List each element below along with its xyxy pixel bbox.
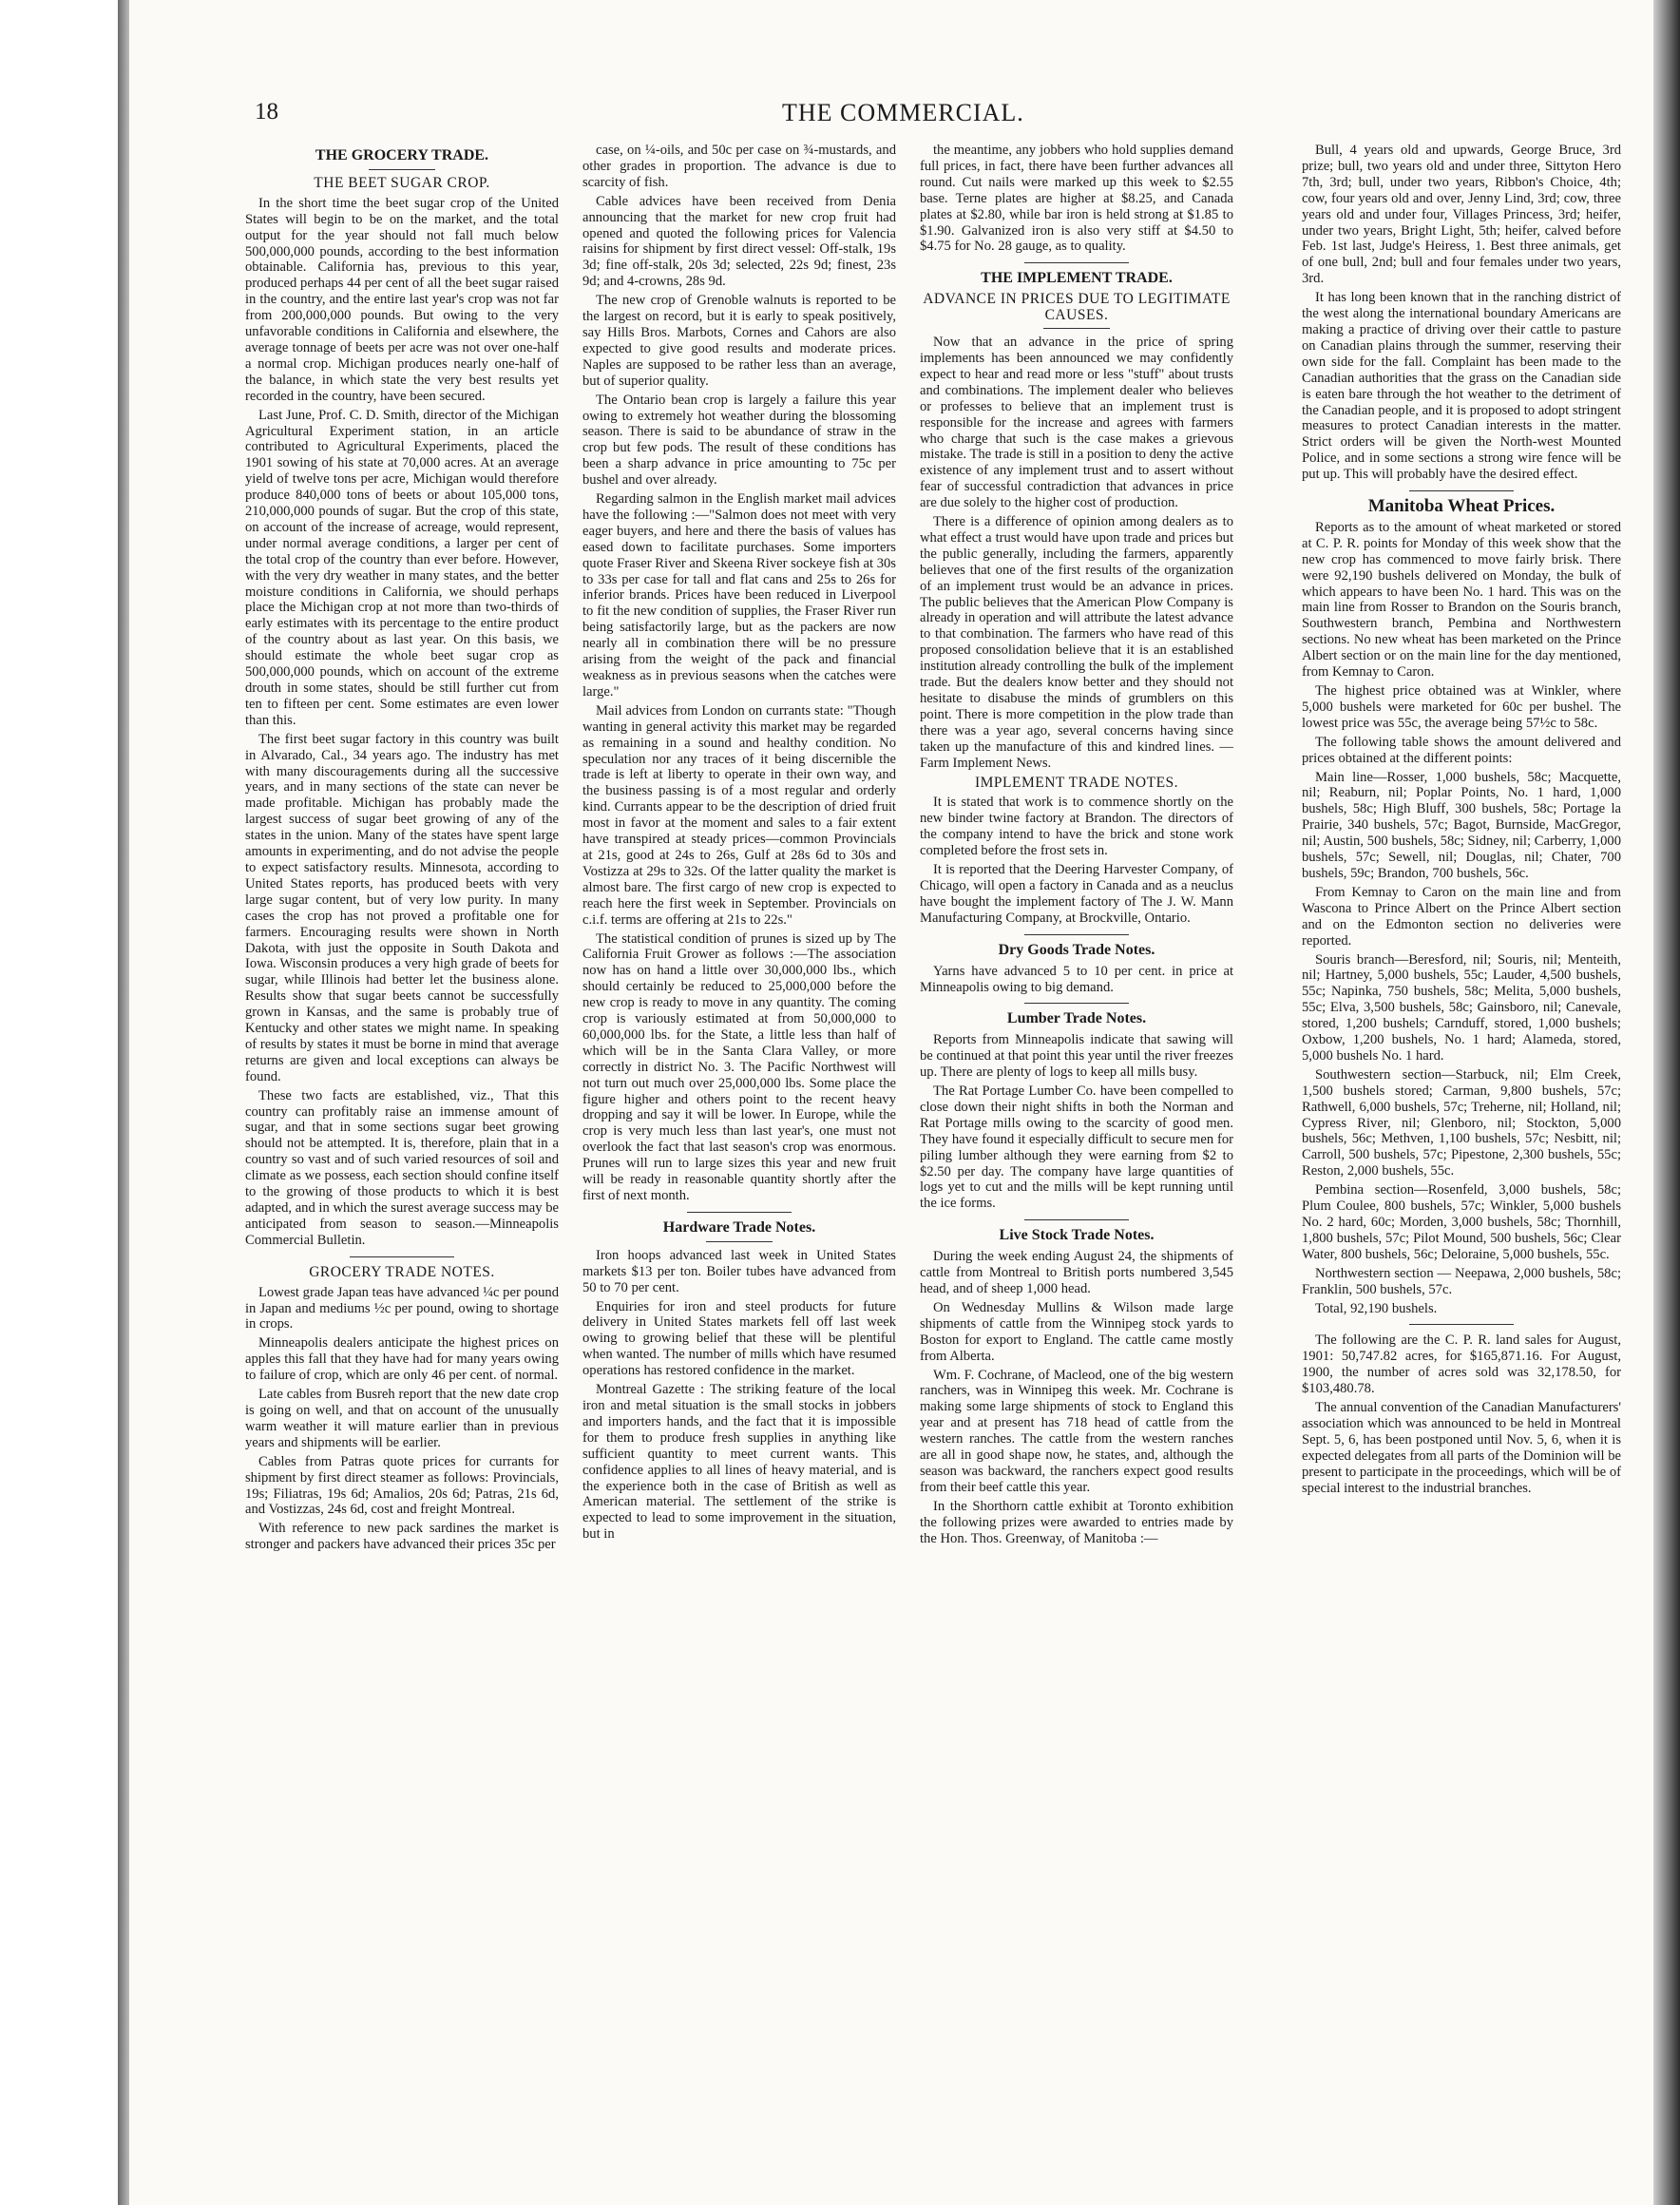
paragraph: It is reported that the Deering Harvester Company, of Chicago, will open a factory in Canada and as a neuclus have bought the implement factory of The J. W. Mann Manufacturing Company, at Brockville, Ontario. (920, 862, 1233, 926)
rule (350, 1256, 454, 1257)
hardware-notes-heading: Hardware Trade Notes. (662, 1218, 816, 1236)
column-3 (920, 143, 1233, 1550)
paragraph: These two facts are established, viz., That this country can profitably raise an immense amount of sugar, and that in some sections sugar beet growing should not be attempted. It is, therefore, plain that in a country so vast and of such varied resources of soil and climate as we possess, each section should confine itself to the growing of those products to which it is best adapted, and in which the surest average success may be anticipated from season to season.—Minneapolis Commercial Bulletin. (245, 1087, 559, 1248)
paragraph: With reference to new pack sardines the market is stronger and packers have advanced their prices 35c per (245, 1521, 559, 1553)
paragraph: case, on ¼-oils, and 50c per case on ¾-mustards, and other grades in proportion. The advance is due to scarcity of fish. (582, 143, 896, 190)
paragraph: Enquiries for iron and steel products for future delivery in United States markets fell off last week owing to growing belief that these will be plentiful when wanted. The number of mills which have resumed operations has restored confidence in the market. (582, 1298, 896, 1379)
paragraph: In the Shorthorn cattle exhibit at Toronto exhibition the following prizes were awarded to entries made by the Hon. Thos. Greenway, of Manitoba :— (920, 1498, 1233, 1546)
dry-goods-heading: Dry Goods Trade Notes. (998, 941, 1155, 958)
page-number: 18 (255, 99, 278, 125)
paragraph: The Rat Portage Lumber Co. have been compelled to close down their night shifts in both the Norman and Rat Portage mills owing to the scarcity of good men. They have found it especially difficult to secure men for piling lumber although they were earning from $2 to $2.50 per day. The company have large quantities of logs yet to cut and the mills will be kept running until the ice forms. (920, 1083, 1233, 1212)
paragraph: Northwestern section — Neepawa, 2,000 bushels, 58c; Franklin, 500 bushels, 57c. (1302, 1265, 1621, 1297)
rule (687, 1212, 792, 1213)
paragraph: It is stated that work is to commence shortly on the new binder twine factory at Brandon. The directors of the company intend to have the brick and stone work completed before the frost sets in. (920, 795, 1233, 859)
paragraph: The following table shows the amount delivered and prices obtained at the different points: (1302, 734, 1621, 766)
implement-trade-heading: THE IMPLEMENT TRADE. (981, 270, 1173, 287)
paragraph: Cables from Patras quote prices for currants for shipment by first direct steamer as follows: Provincials, 19s; Filiatras, 19s 6d; Amalios, 20s 6d; Patras, 21s 6d, and Vostizzas, 24s 6d, cost and freight Montreal. (245, 1453, 559, 1518)
column-2 (582, 143, 896, 1545)
paragraph: Now that an advance in the price of spring implements has been announced we may confidently expect to hear and read more or less "stuff" about trusts and combinations. The implement dealer who believes or professes to believe that an implement trust is responsible for the increase and agrees with farmers who charge that such is the case makes a grievous mistake. The trade is still in a position to deny the active existence of any implement trust and to assert without fear of successful contradiction that advances in price are due solely to the higher cost of production. (920, 335, 1233, 511)
paragraph: Mail advices from London on currants state: "Though wanting in general activity this market may be regarded as remaining in a sound and healthy condition. No speculation nor any traces of it being discernible the trade is left at liberty to operate in their own way, and the business passing is of a most regular and orderly kind. Currants appear to be the description of dried fruit most in favor at the moment and sales to a fair extent have transpired at steady prices—common Provincials at 21s, good at 24s to 26s, Gulf at 28s 6d to 30s and Vostizza at 29s to 32s. Of the latter quality the market is almost bare. The first cargo of new crop is expected to reach here the first week in September. Provincials on c.i.f. terms are offering at 21s to 22s." (582, 702, 896, 928)
paragraph: Montreal Gazette : The striking feature of the local iron and metal situation is the small stocks in jobbers and importers hands, and the fact that it is impossible for them to produce fresh supplies in anything like sufficient quantity to meet current wants. This confidence applies to all lines of heavy material, and is the experience both in the case of British as well as American material. The settlement of the strike is expected to lead to some improvement in the situation, but in (582, 1382, 896, 1543)
paragraph: The first beet sugar factory in this country was built in Alvarado, Cal., 34 years ago. The industry has met with many discouragements during all the successive years, and in many sections of the state can never be made profitable. Michigan has probably made the largest success of sugar beet growing of any of the states in the union. Many of the states have spent large amounts in experimenting, and do not advise the people to expect satisfactory results. Minnesota, according to United States reports, has produced beets with very large sugar content, but of very low purity. In many cases the crop has not proved a profitable one for farmers. Encouraging results were shown in North Dakota, with just the opposite in South Dakota and Iowa. Wisconsin produces a very high grade of beets for sugar, while Illinois had better let the business alone. Results show that sugar beets cannot be successfully grown in Kansas, and the same is probably true of Kentucky and other states we might name. In speaking of results by states it must be borne in mind that average returns are given and local exceptions can always be found. (245, 731, 559, 1084)
column-1 (245, 143, 559, 1556)
page-header (255, 99, 1623, 137)
paragraph: From Kemnay to Caron on the main line and from Wascona to Prince Albert on the Prince Albert section and on the Edmonton section no deliveries were reported. (1302, 884, 1621, 949)
live-stock-heading: Live Stock Trade Notes. (999, 1227, 1155, 1244)
wheat-prices-heading: Manitoba Wheat Prices. (1367, 496, 1556, 517)
paragraph: Cable advices have been received from Denia announcing that the market for new crop fruit had opened and quoted the following prices for Valencia raisins for shipment by first direct vessel: Off-stalk, 19s 3d; fine off-stalk, 20s 3d; selected, 22s 9d; finest, 23s 9d; and 4-crowns, 28s 9d. (582, 193, 896, 290)
grocery-notes-subheading: GROCERY TRADE NOTES. (309, 1263, 495, 1280)
paragraph: Wm. F. Cochrane, of Macleod, one of the big western ranchers, was in Winnipeg this week. Mr. Cochrane is making some large shipments of stock to England this year and at present has 718 head of cattle from the western ranches. The cattle from the western ranches are all in good shape now, he states, and, although the season was backward, the ranchers expect good results from their beef cattle this year. (920, 1367, 1233, 1495)
paragraph: On Wednesday Mullins & Wilson made large shipments of cattle from the Winnipeg stock yards to Boston for export to England. The cattle came mostly from Alberta. (920, 1299, 1233, 1364)
journal-title: THE COMMERCIAL. (782, 99, 1024, 126)
paragraph: Last June, Prof. C. D. Smith, director of the Michigan Agricultural Experiment station, in an article contributed to Agricultural Experiments, placed the 1901 sowing of his state at 70,000 acres. At an average yield of twelve tons per acre, Michigan would therefore produce 840,000 tons of beets or about 105,000 tons, 210,000,000 pounds of sugar. But the crop of this state, on account of the increase of acreage, would represent, under normal average conditions, a larger per cent of the total crop of the country than ever before. However, with the very dry weather in many states, and the better moisture conditions in California, we should perhaps place the Michigan crop at not more than two-thirds of early estimates with its percentage to the entire product of the country about as last year. On this basis, we should estimate the whole beet sugar crop as 500,000,000 pounds, which on account of the extreme drouth in some states, should be still further cut from ten to fifteen per cent. Some estimates are even lower than this. (245, 407, 559, 728)
paragraph: In the short time the beet sugar crop of the United States will begin to be on the market, and the total output for the year should not fall much below 500,000,000 pounds, according to the best information obtainable. California has, previous to this year, produced perhaps 44 per cent of all the beet sugar raised in the country, and the entire last year's crop was not far from 200,000,000 pounds. But owing to the very unfavorable conditions in California and elsewhere, the average tonnage of beets per acre was not over one-half a normal crop. Michigan produces nearly one-half of the balance, in which state the very best results yet recorded in the country, have been secured. (245, 195, 559, 404)
grocery-trade-heading: THE GROCERY TRADE. (315, 147, 489, 163)
paragraph: There is a difference of opinion among dealers as to what effect a trust would have upon trade and prices but the public generally, including the farmers, apparently believes that one of the first results of the organization of an implement trust would be an advance in prices. The public believes that the American Plow Company is already in operation and will attribute the latest advance to that combination. The farmers who have read of this proposed consolidation believe that it is an established institution already controlling the bulk of the implement trade. But the dealers know better and they should not hesitate to disabuse the minds of grumblers on this point. There is more competition in the plow trade than there was a year ago, several concerns having since taken up the manufacture of this and kindred lines. —Farm Implement News. (920, 514, 1233, 771)
paragraph: Souris branch—Beresford, nil; Souris, nil; Menteith, nil; Hartney, 5,000 bushels, 55c; Lauder, 4,500 bushels, 55c; Napinka, 750 bushels, 58c; Melita, 5,000 bushels, 55c; Elva, 3,500 bushels, 58c; Gainsboro, nil; Canevale, stored, 1,200 bushels; Carnduff, stored, 1,000 bushels; Oxbow, 1,200 bushels, No. 1 hard; Alameda, stored, 5,000 bushels No. 1 hard. (1302, 951, 1621, 1064)
paragraph: Regarding salmon in the English market mail advices have the following :—"Salmon does not meet with very eager buyers, and here and there the basis of values has eased down to facilitate purchases. Some importers quote Fraser River and Skeena River sockeye fish at 30s to 33s per case for tall and flat cans and 25s to 26s for inferior brands. Prices have been reduced in Liverpool to fit the new condition of supplies, the Fraser River run being satisfactorily large, but as the packers are now nearly all in combination there will be no pressure arising from the weight of the pack and financial weakness as in previous seasons when the catches were large." (582, 491, 896, 700)
paragraph: Main line—Rosser, 1,000 bushels, 58c; Macquette, nil; Reaburn, nil; Poplar Points, No. 1 hard, 1,000 bushels, 58c; High Bluff, 300 bushels, 58c; Portage la Prairie, 340 bushels, 57c; Bagot, Burnside, MacGregor, nil; Austin, 500 bushels, 58c; Sidney, nil; Carberry, 1,000 bushels, 57c; Sewell, nil; Douglas, nil; Chater, 700 bushels, 59c; Brandon, 700 bushels, 56c. (1302, 769, 1621, 881)
paragraph: Reports as to the amount of wheat marketed or stored at C. P. R. points for Monday of this week show that the new crop has commenced to move fairly brisk. There were 92,190 bushels delivered on Monday, the bulk of which appears to have been No. 1 hard. This was on the main line from Rosser to Brandon on the Souris branch, Southwestern branch, Pembina and Northwestern sections. No new wheat has been marketed on the Prince Albert section or on the main line for the day mentioned, from Kemnay to Caron. (1302, 519, 1621, 681)
paragraph: The highest price obtained was at Winkler, where 5,000 bushels were marketed for 60c per bushel. The lowest price was 55c, the average being 57½c to 58c. (1302, 683, 1621, 731)
paragraph: Pembina section—Rosenfeld, 3,000 bushels, 58c; Plum Coulee, 800 bushels, 57c; Winkler, 5,000 bushels No. 2 hard, 60c; Morden, 3,000 bushels, 58c; Thornhill, 1,800 bushels, 57c; Pilot Mound, 500 bushels, 56c; Clear Water, 800 bushels, 56c; Deloraine, 5,000 bushels, 55c. (1302, 1182, 1621, 1262)
rule (1024, 262, 1129, 263)
binding-edge (118, 0, 129, 2205)
lumber-heading: Lumber Trade Notes. (1006, 1010, 1147, 1027)
paragraph: The new crop of Grenoble walnuts is reported to be the largest on record, but it is early to speak positively, say Hills Bros. Marbots, Cornes and Cahors are also expected to give good results and moderate prices. Naples are supposed to be rather less than an average, but of superior quality. (582, 293, 896, 389)
scan-margin (0, 0, 124, 2205)
column-4 (1302, 143, 1621, 1500)
paragraph: The statistical condition of prunes is sized up by The California Fruit Grower as follows :—The association now has on hand a little over 30,000,000 lbs., which should certainly be reduced to 25,000,000 before the new crop is ready to move in any quantity. The coming crop is variously estimated at from 50,000,000 to 60,000,000 lbs. for the State, a little less than half of which will be in the Santa Clara Valley, or more correctly in district No. 3. The Pacific Northwest will not turn out much over 25,000,000 lbs. Some place the figure higher and others point to the recent heavy dropping and say it will be lower. In Europe, while the crop is very much less than last year's, one must not overlook the fact that last season's crop was enormous. Prunes will run to large sizes this year and new fruit will be ready in reasonable quantity shortly after the first of next month. (582, 930, 896, 1203)
beet-sugar-subheading: THE BEET SUGAR CROP. (314, 174, 490, 191)
implement-subheading: ADVANCE IN PRICES DUE TO LEGITIMATE CAUSES. (923, 291, 1231, 324)
paragraph: The Ontario bean crop is largely a failure this year owing to extremely hot weather during the blossoming season. There is said to be abundance of straw in the crop but few pods. The result of these conditions has been a sharp advance in price amounting to 75c per bushel and over already. (582, 392, 896, 489)
rule (706, 1241, 773, 1242)
rule (1024, 1003, 1129, 1004)
paragraph: Total, 92,190 bushels. (1315, 1300, 1438, 1316)
paragraph: During the week ending August 24, the shipments of cattle from Montreal to British ports numbered 3,545 head, and of sheep 1,000 head. (920, 1249, 1233, 1296)
paragraph: Yarns have advanced 5 to 10 per cent. in price at Minneapolis owing to big demand. (920, 963, 1233, 995)
rule (369, 169, 435, 170)
paragraph: Minneapolis dealers anticipate the highest prices on apples this fall that they have had for many years owing to failure of crop, which are only 46 per cent. of normal. (245, 1335, 559, 1384)
paragraph: The following are the C. P. R. land sales for August, 1901: 50,747.82 acres, for $165,871.16. For August, 1900, the number of acres sold was 32,178.50, for $103,480.78. (1302, 1333, 1621, 1397)
paragraph: The annual convention of the Canadian Manufacturers' association which was announced to be held in Montreal Sept. 5, 6, has been postponed until Nov. 5, 6, when it is expected delegates from all parts of the Dominion will be present to participate in the proceedings, which will be of special interest to the industrial branches. (1302, 1400, 1621, 1496)
paragraph: Bull, 4 years old and upwards, George Bruce, 3rd prize; bull, two years old and under three, Sittyton Hero 7th, 3rd; bull, under two years, Ribbon's Choice, 4th; cow, four years old and over, Jenny Lind, 3rd; cow, three years old and under four, Villages Princess, 3rd; heifer, under two years, Bright Light, 5th; heifer, calved before Feb. 1st last, Judge's Heiress, 1. Best three animals, get of one bull, 2nd; bull and four females under two years, 3rd. (1302, 143, 1621, 287)
paragraph: Reports from Minneapolis indicate that sawing will be continued at that point this year until the river freezes up. There are plenty of logs to keep all mills busy. (920, 1032, 1233, 1081)
rule (1024, 934, 1129, 935)
paragraph: It has long been known that in the ranching district of the west along the international boundary Americans are making a practice of driving over their cattle to pasture on Canadian plains through the summer, reserving their own side for the fall. Complaint has been made to the Canadian authorities that the grass on the Canadian side is eaten bare through the hot weather to the detriment of the Canadian people, and it is proposed to adopt stringent measures to protect Canadian interests in the matter. Strict orders will be given the North-west Mounted Police, and in some sections a strong wire fence will be put up. This will probably have the desired effect. (1302, 290, 1621, 483)
rule (1043, 328, 1110, 329)
rule (1024, 1219, 1129, 1220)
implement-notes-subheading: IMPLEMENT TRADE NOTES. (974, 774, 1179, 791)
paragraph: Late cables from Busreh report that the new date crop is going on well, and that on account of the unusually warm weather it will mature earlier than in previous years and shipments will be earlier. (245, 1387, 559, 1450)
scan-edge-right (1653, 0, 1680, 2205)
paragraph: Iron hoops advanced last week in United States markets $13 per ton. Boiler tubes have advanced from 50 to 70 per cent. (582, 1247, 896, 1295)
rule (1409, 1324, 1514, 1325)
paragraph: Southwestern section—Starbuck, nil; Elm Creek, 1,500 bushels stored; Carman, 9,800 bushels, 57c; Rathwell, 6,000 bushels, 57c; Treherne, nil; Holland, nil; Cypress River, nil; Glenboro, nil; Stockton, 5,000 bushels, 56c; Methven, 1,100 bushels, 57c; Nesbitt, nil; Carroll, 500 bushels, 57c; Pipestone, 2,300 bushels, 55c; Reston, 2,000 bushels, 55c. (1302, 1066, 1621, 1179)
paragraph: the meantime, any jobbers who hold supplies demand full prices, in fact, there have been further advances all round. Cut nails were marked up this week to $2.55 base. Terne plates are higher at $8.25, and Canada plates at $2.80, while bar iron is held strong at $1.85 to $1.90. Galvanized iron is also very stiff at $4.50 to $4.75 for No. 28 gauge, as to quality. (920, 143, 1233, 255)
paragraph: Lowest grade Japan teas have advanced ¼c per pound in Japan and mediums ½c per pound, owing to shortage in crops. (245, 1284, 559, 1333)
rule (1409, 490, 1514, 491)
